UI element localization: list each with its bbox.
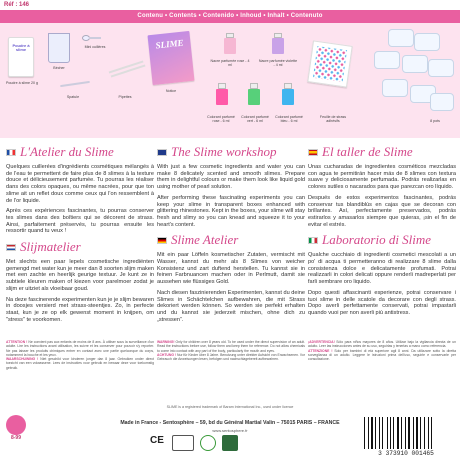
barcode-bar [380,417,381,449]
barcode-bar [371,417,373,449]
text-it-2: Dopo questi affascinanti esperienze, potrai conservare i tuoi slime in delle scatole da decorare con degli strass. Dopo averli perfettamente conservati, potrai impastarli quando vuoi per non averli più antistress. [308,289,456,316]
text-it-1: Qualche cucchiaio di ingredienti cosmetici mescolati a un po' di acqua ti permetteranno di realizzare 8 slime dalla consistenza dolce e delicatamente profumati. Potrai realizzarli in colori delicati oppure renderli madreperlati per farli sembrare oro liquido. [308,252,456,286]
barcode-bar [431,417,432,449]
barcode-bar [411,417,412,449]
blue-dye-bottle-icon [282,83,294,107]
barcode-bar [433,417,434,449]
rhinestone-sheet-icon [307,40,352,87]
powder-bag-icon: Poudre à slime [8,37,34,77]
barcode-bar [426,417,427,449]
contents-panel [0,23,460,138]
item-label-purple-pearl: Nacre parfumée violette - 4 ml [258,59,298,67]
heading-nl: Slijmatelier [6,239,154,255]
flag-fr-icon [6,149,16,156]
age-label: 8-99 [10,435,21,441]
warning-fr: ATTENTION ! Ne convient pas aux enfants de moins de 8 ans. À utiliser sous la surveillance d'un adulte. Lire les instructions avant utilisation, les suivre et les conserver pour pouvoir s'y reporter. Ne pas laisser les produits chimiques entrer en contact avec une partie quelconque du corps, notamment la bouche et les yeux. [6,340,154,357]
item-label-pink-pearl: Nacre parfumée rose - 4 ml [210,59,250,67]
warning-block-left [6,340,154,370]
barcode [354,415,458,459]
item-label-pots: 8 pots [430,119,440,123]
text-es-1: Unas cucharadas de ingredientes cosméticos mezcladas con agua te permitirán hacer más de 8 slimes con textura suave y deliciosamente perfumada. Podrás realizarlas en colores sutiles o nacarados para que parezcan oro líquido. [308,164,456,191]
barcode-bar [375,417,376,449]
flag-it-icon [308,237,318,244]
warning-block-right [308,340,456,361]
contents-band: Contenu • Contents • Contenido • Inhoud • Inhalt • Contenuto [0,10,460,23]
triman-logo-icon [172,435,194,451]
text-de-2: Nach diesen faszinierenden Experimenten, kannst du deine Slimes in Schächtelchen aufbewahren, die mit Strass dekoriert werden können. So werden sie perfekt erhalten und du kannst sie jederzeit mischen, ohne dich zu „stressen“. [157,289,305,323]
pink-pearl-bottle-icon [224,33,236,55]
item-label-blue-dye: Colorant parfumé bleu - 6 ml [275,115,303,123]
text-de-1: Mit ein paar Löffeln kosmetischer Zutaten, vermischt mit Wasser, kannst du mehr als 8 Slimes von weicher Konsistenz und zart duftend herstellen. Tu kannst sie in feinen Farbnuancen machen oder in Perlmutt, damit sie aussehen wie flüssiges Gold. [157,252,305,286]
pipettes-icon [108,63,148,77]
heading-en: The Slime workshop [157,144,305,160]
text-fr-1: Quelques cuillerées d'ingrédients cosmétiques mélangés à de l'eau te permettent de faire plus de 8 slimes à la texture douce et délicieusement parfumée. Tu pourras les réaliser dans des colors opaques, ou même nacrées, pour que ton slime ait un reflet doux comme ceux qui l'on ressemblent à de l'or liquide. [6,164,154,204]
warning-es: ¡ADVERTENCIA! Sólo para niños mayores de 8 años. Utilizar bajo la vigilancia directa de un adulto. Leer las instrucciones antes de su uso, seguirlas y tenerlas a mano como referencia. [308,340,456,349]
flag-nl-icon [6,244,16,251]
warning-it: ATTENZIONE ! Solo per bambini di età superiore agli 8 anni. Da utilizzare sotto la diretta sorveglianza di un adulto. Leggere le istruzioni prima dell'uso, seguirle e conservarle per consultazione. [308,348,456,362]
pots-icon [368,29,456,115]
barcode-bar [384,417,386,449]
barcode-bar [395,417,396,449]
barcode-bars [364,417,452,449]
heading-fr: L'Atelier du Slime [6,144,154,160]
item-label-beaker: Bécher [53,66,65,70]
item-label-stickers: Feuille de strass adhésifs [319,115,347,123]
beaker-icon [48,33,70,63]
eco-logos [150,435,238,451]
heading-de: Slime Atelier [157,232,305,248]
trademark-note: SLIME is a registered trademark of Baram International Inc., used under licence [166,405,294,409]
website-link[interactable]: www.sentosphere.fr [212,428,248,433]
column-en-de [157,144,305,327]
spoons-icon [82,33,110,43]
barcode-bar [390,417,391,449]
item-label-pink-dye: Colorant parfumé rose - 6 ml [207,115,235,123]
heading-it: Laboratorio di Slime [308,232,456,248]
barcode-bar [397,417,399,449]
address-line: Made in France - Sentosphère – 59, bd du Général Martial Valin – 75015 PARIS – FRANCE [120,420,340,426]
column-fr-nl [6,144,154,327]
notice-booklet-icon [148,31,195,85]
fsc-logo-icon [222,435,238,451]
flag-de-icon [157,237,167,244]
column-es-it [308,144,456,321]
age-badge [6,415,26,441]
reference-number: Réf : 146 [4,2,30,8]
pink-dye-bottle-icon [216,83,228,107]
barcode-bar [416,417,417,449]
barcode-bar [421,417,423,449]
item-label-green-dye: Colorant parfumé vert - 6 ml [241,115,269,123]
purple-pearl-bottle-icon [272,33,284,55]
item-label-spatula: Spatule [66,95,80,99]
item-label-powder: Poudre à slime 20 g [6,81,38,85]
barcode-bar [408,417,410,449]
ce-mark-icon: CE [150,435,164,446]
green-dye-bottle-icon [248,83,260,107]
item-label-spoons: Mini cuillères [84,45,106,49]
barcode-bar [365,417,366,449]
warning-de: ACHTUNG ! Nur für Kinder über 8 Jahre. Benutzung unter direkter Aufsicht von Erwachsenen. Vor Gebrauch die Anweisungen lesen, befolgen und nachschlagebereit aufbewahren. [157,352,305,362]
warning-en: WARNING! Only for children over 8 years old. To be used under the direct supervision of an adult. Read the instructions before use, follow them and keep them for reference. Do not allow chemicals to come into contact with any part of the body, particularly the mouth and eyes. [157,340,305,353]
text-en-1: With just a few cosmetic ingredients and water you can make 8 delicately scented and smooth slimes. Prepare them in delightful colours or make them look like liquid gold using mother of pearl solution. [157,164,305,191]
item-label-pipettes: Pipettes [118,95,132,99]
barcode-bar [403,417,404,449]
flag-uk-icon [157,149,167,156]
recycle-icon [200,435,216,451]
text-nl-1: Met slechts een paar lepels cosmetische ingrediënten gemengd met water kun je meer dan 8 soorten slijm maken met een zachte en heerlijk geurige textuur. Je kunt ze in subtiele kleuren maken of kiezen voor parelmoer zodat je slijm er uitziet als vloeibaar goud. [6,259,154,292]
text-es-2: Después de estos experimentos fascinantes, podrás conservar tus blandiblús en cajas que se decoran con brillantes. Así, perfectamente preservados, podrás estirarlos y amasarlos siempre que quieras, ¡sin el fin de evitar el estrés. [308,194,456,228]
text-nl-2: Na deze fascinerende experimenten kun je je slijm bewaren in doosjes versierd met strass-steentjes. Zo, in perfecte staat, kun je ze op elk gewenst moment in knijpen, om "stress" te voorkomen. [6,296,155,323]
heading-es: El taller de Slime [308,144,456,160]
warning-block-middle [157,340,305,361]
warning-nl: WAARSCHUWING ! Niet geschikt voor kinderen jonger dan 8 jaar. Gebruiken onder direct toezicht van een volwassene. Lees de instructies voor gebruik en bewaar deze voor toekomstig gebruik. [6,357,154,370]
text-en-2: After performing these fascinating experiments you can keep your slime in transparent boxes enhanced with glittering rhinestones. Kept in the boxes, your slime will stay fresh and slimy so you can knead and squeeze it to your heart's content. [157,194,305,228]
spatula-icon [60,81,94,87]
flag-es-icon [308,149,318,156]
notice-title: SLIME [155,37,184,51]
text-fr-2: Après ces expériences fascinantes, tu pourras conserver tes slimes dans des boîtiers qui se décorent de strass. Ainsi, parfaitement préservés, tu pourras ensuite les ressortir quand tu veux ! [6,208,154,235]
barcode-number: 3 373910 001465 [378,450,434,457]
item-label-notice: Notice [165,89,177,93]
